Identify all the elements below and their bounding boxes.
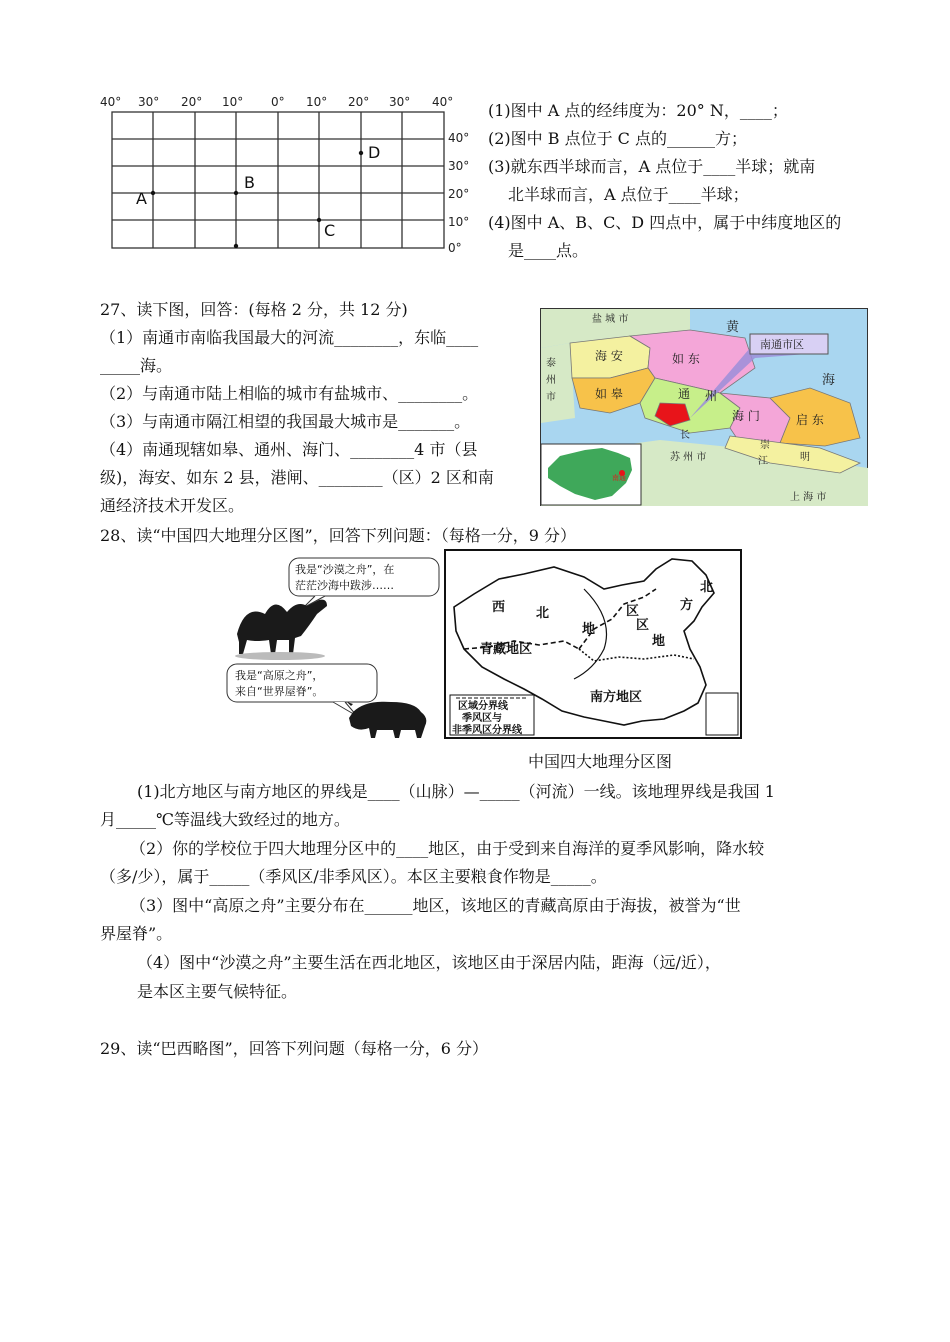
point-a-label: A xyxy=(136,189,147,208)
map-label-tongzhou-2: 州 xyxy=(705,389,718,403)
right-label: 20° xyxy=(448,187,470,201)
q27-line: _____海。 xyxy=(100,356,173,375)
top-label: 20° xyxy=(348,95,370,109)
map-label-shanghai: 上 海 市 xyxy=(790,492,827,503)
point-c-label: C xyxy=(324,221,336,240)
top-label: 30° xyxy=(138,95,160,109)
q29-title: 29、读“巴西略图”，回答下列问题（每格一分，6 分） xyxy=(100,1039,488,1058)
q28-line: （多/少），属于_____（季风区/非季风区）。本区主要粮食作物是_____。 xyxy=(100,867,607,886)
q27-title: 27、读下图，回答：(每格 2 分，共 12 分) xyxy=(100,300,408,319)
map-label-huang: 黄 xyxy=(726,320,740,335)
q27-line: （2）与南通市陆上相临的城市有盐城市、________。 xyxy=(100,384,479,403)
top-label: 40° xyxy=(100,95,122,109)
q28-line: （4）图中“沙漠之舟”主要生活在西北地区，该地区由于深居内陆，距海（远/近）， xyxy=(137,953,721,972)
q27-line: （4）南通现辖如皋、通州、海门、________4 市（县 xyxy=(100,440,478,459)
q26-item-1: (1)图中 A 点的经纬度为：20° N，____； xyxy=(488,101,788,120)
region-label-n-3: 区 xyxy=(636,618,650,633)
china-regions-map xyxy=(444,549,742,739)
q26-item-3a: (3)就东西半球而言，A 点位于____半球；就南 xyxy=(488,157,816,176)
region-label-nw-4: 区 xyxy=(626,604,640,619)
q27-line: 通经济技术开发区。 xyxy=(100,496,245,515)
map-label-qidong: 启 东 xyxy=(796,413,824,427)
map-label-chongming-2: 明 xyxy=(800,452,810,463)
q28-title: 28、读“中国四大地理分区图”，回答下列问题：（每格一分，9 分） xyxy=(100,526,576,545)
region-label-nw-2: 北 xyxy=(536,606,550,621)
region-label-n-2: 方 xyxy=(680,598,694,613)
top-label: 30° xyxy=(389,95,411,109)
china-map-caption: 中国四大地理分区图 xyxy=(528,752,673,771)
map-label-haian: 海 安 xyxy=(595,349,623,363)
map-label-haimen: 海 门 xyxy=(732,409,760,423)
q27-line: 级)，海安、如东 2 县，港闸、________（区）2 区和南 xyxy=(100,468,494,487)
q28-line: 界屋脊”。 xyxy=(100,924,173,943)
q27-line: （3）与南通市隔江相望的我国最大城市是_______。 xyxy=(100,412,471,431)
region-label-qingzang: 青藏地区 xyxy=(480,642,533,657)
q28-line: （3）图中“高原之舟”主要分布在______地区，该地区的青藏高原由于海拔，被誉为“世 xyxy=(130,896,741,915)
region-label-nw-1: 西 xyxy=(492,600,506,615)
q26-item-4a: (4)图中 A、B、C、D 四点中，属于中纬度地区的 xyxy=(488,213,842,232)
map-label-taizhou-1: 泰 xyxy=(546,358,556,369)
yak-icon xyxy=(347,702,426,738)
camel-bubble-line-2: 茫茫沙海中跋涉…… xyxy=(295,579,394,592)
legend-line-1: 区域分界线 xyxy=(458,701,508,712)
inset-label: 南通 xyxy=(612,474,626,482)
camel-bubble-line-1: 我是“沙漠之舟”，在 xyxy=(295,563,395,576)
map-label-hai: 海 xyxy=(822,373,836,388)
lat-lon-grid-figure xyxy=(98,94,478,260)
region-label-n-1: 北 xyxy=(700,580,714,595)
top-label: 40° xyxy=(432,95,454,109)
region-label-n-4: 地 xyxy=(652,634,666,649)
right-label: 10° xyxy=(448,215,470,229)
right-label: 40° xyxy=(448,131,470,145)
top-label: 10° xyxy=(222,95,244,109)
camel-icon xyxy=(237,600,327,654)
legend-line-3: 非季风区分界线 xyxy=(452,725,522,736)
nantong-map xyxy=(540,308,868,506)
q26-item-2: (2)图中 B 点位于 C 点的______方； xyxy=(488,129,748,148)
map-label-suzhou: 苏 州 市 xyxy=(670,452,707,463)
top-label: 10° xyxy=(306,95,328,109)
point-b-label: B xyxy=(244,173,255,192)
top-label: 0° xyxy=(271,95,285,109)
map-label-rugao: 如 皋 xyxy=(595,387,623,401)
region-label-south: 南方地区 xyxy=(590,690,643,705)
animals-illustration xyxy=(225,556,445,746)
point-d-label: D xyxy=(368,143,381,162)
yak-bubble-line-1: 我是“高原之舟”， xyxy=(235,669,324,682)
map-callout-label: 南通市区 xyxy=(760,338,804,351)
right-label: 30° xyxy=(448,159,470,173)
map-label-chongming-1: 崇 xyxy=(760,440,770,451)
map-label-taizhou-2: 州 xyxy=(546,375,556,386)
map-label-taizhou-3: 市 xyxy=(546,392,556,403)
q26-item-4b: 是____点。 xyxy=(508,241,589,260)
map-label-jiang: 江 xyxy=(758,456,768,467)
map-label-chang: 长 xyxy=(680,430,690,441)
yak-bubble-line-2: 来自“世界屋脊”。 xyxy=(235,685,324,698)
legend-line-2: 季风区与 xyxy=(462,713,502,724)
q26-item-3b: 北半球而言，A 点位于____半球； xyxy=(508,185,749,204)
q28-line: （2）你的学校位于四大地理分区中的____地区，由于受到来自海洋的夏季风影响，降水较 xyxy=(130,839,765,858)
q28-line: (1)北方地区与南方地区的界线是____（山脉）—_____（河流）一线。该地理界线是我国 1 xyxy=(137,782,775,801)
q27-line: （1）南通市南临我国最大的河流________，东临____ xyxy=(100,328,479,347)
top-label: 20° xyxy=(181,95,203,109)
map-label-yancheng: 盐 城 市 xyxy=(592,314,629,325)
q28-line: 是本区主要气候特征。 xyxy=(137,982,298,1001)
map-label-tongzhou-1: 通 xyxy=(678,387,691,401)
map-label-rudong: 如 东 xyxy=(672,352,700,366)
q28-line: 月_____℃等温线大致经过的地方。 xyxy=(100,810,350,829)
right-label: 0° xyxy=(448,241,462,255)
region-label-nw-3: 地 xyxy=(582,622,596,637)
